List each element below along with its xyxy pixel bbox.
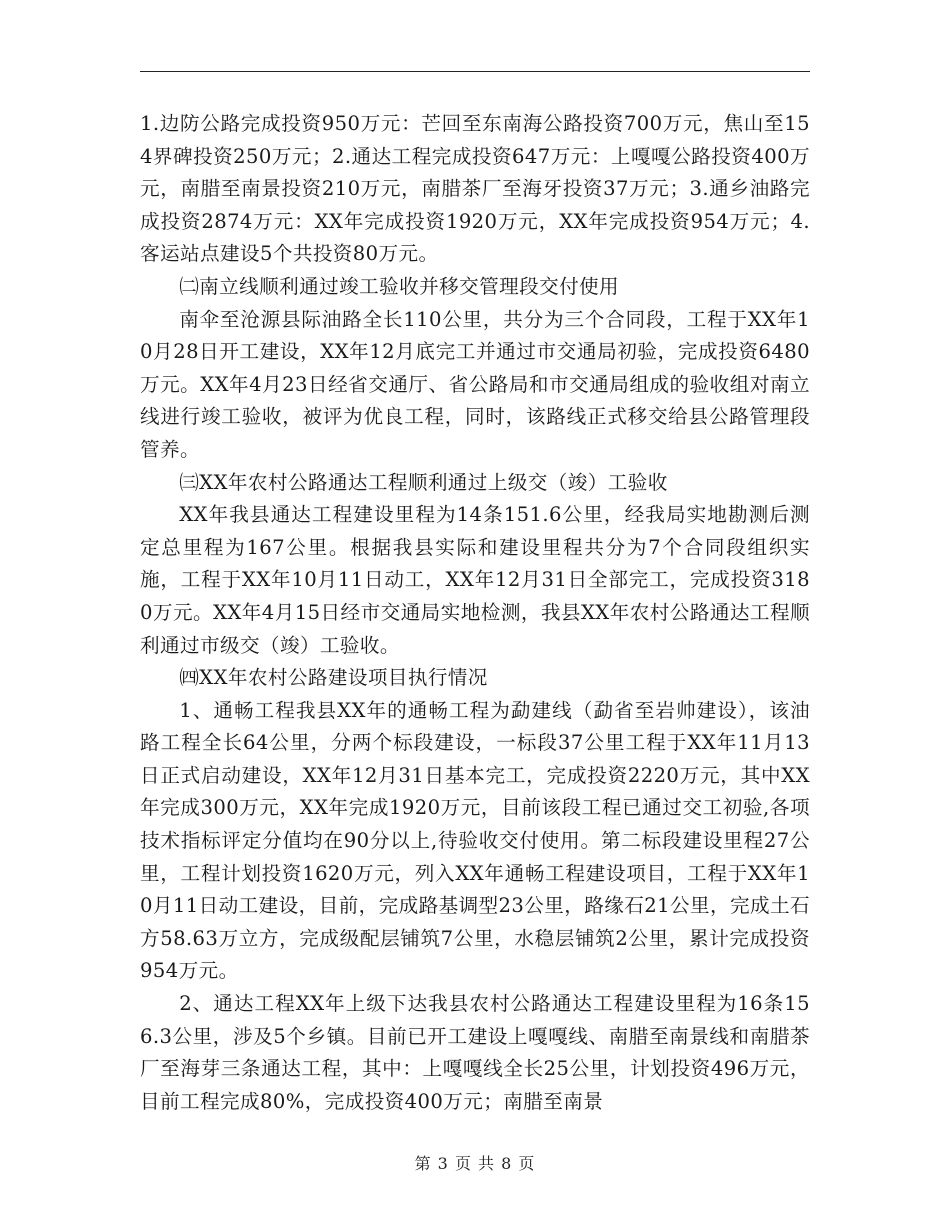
document-body — [140, 108, 810, 1118]
paragraph-investment-summary: 1.边防公路完成投资950万元：芒回至东南海公路投资700万元，焦山至154界碑投资250万元；2.通达工程完成投资647万元：上嘎嘎公路投资400万元，南腊至南景投资210万元，南腊茶厂至海牙投资37万元；3.通乡油路完成投资2874万元：XX年完成投资1920万元，XX年完成投资954万元；4.客运站点建设5个共投资80万元。 — [140, 112, 810, 266]
paragraph-nanli-line: 南伞至沧源县际油路全长110公里，共分为三个合同段，工程于XX年10月28日开工建设，XX年12月底完工并通过市交通局初验，完成投资6480万元。XX年4月23日经省交通厅、省公路局和市交通局组成的验收组对南立线进行竣工验收，被评为优良工程，同时，该路线正式移交给县公路管理段管养。 — [140, 307, 810, 461]
section-heading-4: ㈣XX年农村公路建设项目执行情况 — [179, 666, 488, 690]
paragraph-tongda-acceptance: XX年我县通达工程建设里程为14条151.6公里，经我局实地勘测后测定总里程为167公里。根据我县实际和建设里程共分为7个合同段组织实施，工程于XX年10月11日动工，XX年12月31日全部完工，完成投资3180万元。XX年4月15日经市交通局实地检测，我县XX年农村公路通达工程顺利通过市级交（竣）工验收。 — [140, 503, 810, 657]
paragraph-tongda-project: 2、通达工程XX年上级下达我县农村公路通达工程建设里程为16条156.3公里，涉及5个乡镇。目前已开工建设上嘎嘎线、南腊至南景线和南腊茶厂至海芽三条通达工程，其中：上嘎嘎线全长25公里，计划投资496万元，目前工程完成80%，完成投资400万元；南腊至南景 — [140, 992, 810, 1113]
paragraph-tongchang-project: 1、通畅工程我县XX年的通畅工程为勐建线（勐省至岩帅建设），该油路工程全长64公里，分两个标段建设，一标段37公里工程于XX年11月13日正式启动建设，XX年12月31日基本完工，完成投资2220万元，其中XX年完成300万元，XX年完成1920万元，目前该段工程已通过交工初验,各项技术指标评定分值均在90分以上,待验收交付使用。第二标段建设里程27公里，工程计划投资1620万元，列入XX年通畅工程建设项目，工程于XX年10月11日动工建设，目前，完成路基调型23公里，路缘石21公里，完成土石方58.63万立方，完成级配层铺筑7公里，水稳层铺筑2公里，累计完成投资954万元。 — [140, 698, 810, 983]
page-footer: 第 3 页 共 8 页 — [414, 1154, 536, 1173]
header-rule — [140, 71, 810, 72]
section-heading-3: ㈢XX年农村公路通达工程顺利通过上级交（竣）工验收 — [179, 470, 668, 494]
section-heading-2: ㈡南立线顺利通过竣工验收并移交管理段交付使用 — [179, 274, 620, 298]
